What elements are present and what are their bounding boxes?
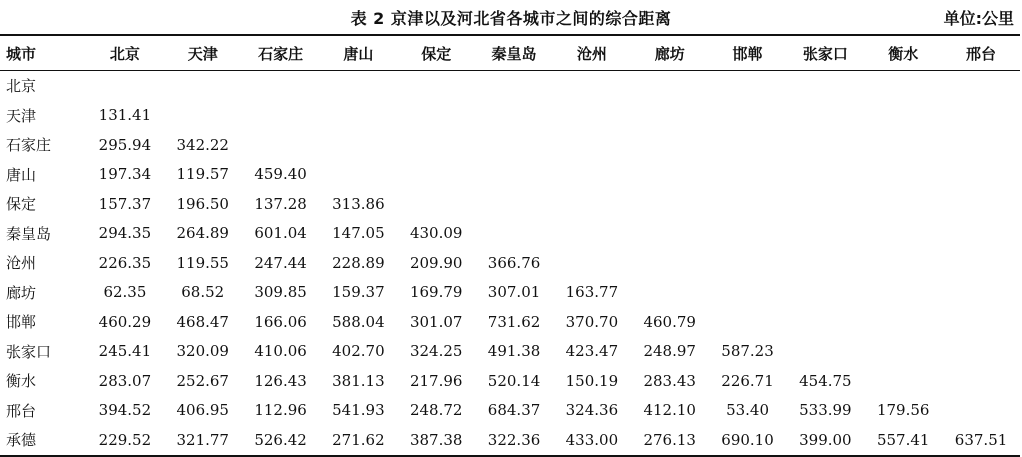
distance-cell xyxy=(709,160,787,190)
distance-cell xyxy=(319,101,397,131)
distance-cell: 301.07 xyxy=(409,312,463,331)
table-row xyxy=(0,101,1020,131)
table-row xyxy=(0,71,1020,101)
distance-cell: 252.67 xyxy=(176,371,229,390)
distance-cell xyxy=(942,160,1020,190)
distance-cell: 163.77 xyxy=(565,283,619,302)
distance-cell: 557.41 xyxy=(876,430,930,449)
distance-cell xyxy=(864,130,942,160)
distance-cell xyxy=(942,307,1020,337)
distance-cell: 283.07 xyxy=(98,371,152,390)
distance-cell: 454.75 xyxy=(799,371,852,390)
distance-cell xyxy=(631,71,709,101)
row-header-city: 北京 xyxy=(6,77,37,96)
distance-cell xyxy=(864,189,942,219)
distance-cell xyxy=(709,307,787,337)
distance-cell: 62.35 xyxy=(103,283,147,302)
distance-cell xyxy=(397,101,475,131)
distance-cell: 526.42 xyxy=(254,430,307,449)
distance-cell: 228.89 xyxy=(332,253,385,272)
distance-cell xyxy=(864,101,942,131)
distance-cell xyxy=(631,278,709,308)
row-header-city: 邢台 xyxy=(6,401,37,420)
table-header-row xyxy=(0,35,1020,71)
distance-cell: 294.35 xyxy=(98,224,152,243)
column-header: 保定 xyxy=(421,44,452,63)
distance-cell: 491.38 xyxy=(487,342,541,361)
distance-cell xyxy=(553,189,631,219)
distance-cell: 150.19 xyxy=(565,371,619,390)
distance-cell xyxy=(786,160,864,190)
distance-cell xyxy=(631,130,709,160)
column-header: 北京 xyxy=(109,44,140,63)
distance-cell xyxy=(242,101,320,131)
distance-cell xyxy=(86,71,164,101)
distance-cell: 196.50 xyxy=(176,194,229,213)
distance-cell: 601.04 xyxy=(254,224,307,243)
column-header: 沧州 xyxy=(576,44,607,63)
distance-cell: 406.95 xyxy=(176,401,229,420)
distance-cell: 283.43 xyxy=(643,371,696,390)
distance-cell xyxy=(942,278,1020,308)
distance-cell xyxy=(709,278,787,308)
table-body xyxy=(0,71,1020,456)
distance-cell xyxy=(553,248,631,278)
distance-cell: 126.43 xyxy=(254,371,307,390)
distance-cell: 410.06 xyxy=(254,342,307,361)
column-header: 张家口 xyxy=(802,44,848,63)
distance-cell xyxy=(397,71,475,101)
distance-cell: 460.29 xyxy=(98,312,152,331)
distance-cell: 394.52 xyxy=(98,401,152,420)
distance-cell: 322.36 xyxy=(487,430,541,449)
table-row xyxy=(0,278,1020,308)
table-row xyxy=(0,219,1020,249)
distance-cell xyxy=(553,219,631,249)
distance-cell: 68.52 xyxy=(181,283,225,302)
row-header-city: 张家口 xyxy=(6,342,52,361)
distance-cell: 119.57 xyxy=(176,165,229,184)
distance-cell: 430.09 xyxy=(409,224,463,243)
distance-cell xyxy=(709,101,787,131)
column-header: 邢台 xyxy=(966,44,997,63)
distance-cell: 179.56 xyxy=(876,401,930,420)
distance-cell xyxy=(942,337,1020,367)
row-header-city: 秦皇岛 xyxy=(6,224,52,243)
distance-cell: 229.52 xyxy=(98,430,152,449)
distance-cell: 387.38 xyxy=(409,430,463,449)
distance-cell: 295.94 xyxy=(98,135,152,154)
distance-cell xyxy=(553,160,631,190)
unit-label: 单位:公里 xyxy=(943,9,1014,28)
distance-cell: 197.34 xyxy=(98,165,152,184)
table-row xyxy=(0,396,1020,426)
distance-cell xyxy=(864,71,942,101)
distance-cell xyxy=(864,337,942,367)
distance-cell: 587.23 xyxy=(721,342,774,361)
column-header: 廊坊 xyxy=(654,44,685,63)
distance-cell: 366.76 xyxy=(487,253,541,272)
distance-cell: 320.09 xyxy=(176,342,229,361)
distance-cell: 412.10 xyxy=(643,401,696,420)
distance-cell: 381.13 xyxy=(332,371,385,390)
distance-cell xyxy=(631,189,709,219)
distance-cell: 248.97 xyxy=(643,342,696,361)
distance-cell xyxy=(397,130,475,160)
table-row xyxy=(0,337,1020,367)
distance-cell xyxy=(786,337,864,367)
distance-cell xyxy=(864,278,942,308)
distance-cell xyxy=(709,71,787,101)
distance-cell: 324.36 xyxy=(565,401,619,420)
distance-cell xyxy=(786,189,864,219)
distance-cell: 276.13 xyxy=(643,430,696,449)
distance-cell xyxy=(709,219,787,249)
distance-cell xyxy=(709,248,787,278)
distance-cell xyxy=(786,219,864,249)
distance-cell: 271.62 xyxy=(332,430,385,449)
distance-cell: 159.37 xyxy=(332,283,385,302)
distance-cell xyxy=(786,278,864,308)
distance-cell: 313.86 xyxy=(332,194,385,213)
distance-cell xyxy=(553,130,631,160)
distance-cell: 307.01 xyxy=(487,283,541,302)
distance-cell xyxy=(786,101,864,131)
table-row xyxy=(0,366,1020,396)
distance-cell: 247.44 xyxy=(254,253,307,272)
distance-cell: 166.06 xyxy=(254,312,307,331)
distance-cell: 684.37 xyxy=(487,401,541,420)
row-header-city: 保定 xyxy=(6,195,37,214)
distance-cell xyxy=(242,71,320,101)
distance-cell: 324.25 xyxy=(409,342,463,361)
row-header-city: 沧州 xyxy=(6,254,37,273)
distance-cell xyxy=(786,307,864,337)
distance-cell xyxy=(631,101,709,131)
table-row xyxy=(0,160,1020,190)
distance-cell xyxy=(942,366,1020,396)
distance-cell: 147.05 xyxy=(332,224,385,243)
distance-cell: 731.62 xyxy=(487,312,541,331)
row-header-city: 唐山 xyxy=(6,165,37,184)
distance-cell: 217.96 xyxy=(409,371,463,390)
distance-cell: 402.70 xyxy=(332,342,385,361)
distance-cell: 157.37 xyxy=(98,194,152,213)
distance-cell: 112.96 xyxy=(254,401,307,420)
distance-cell: 370.70 xyxy=(565,312,619,331)
distance-cell xyxy=(709,189,787,219)
row-header-city: 衡水 xyxy=(6,372,37,391)
distance-cell: 226.71 xyxy=(721,371,774,390)
distance-cell xyxy=(397,189,475,219)
distance-cell xyxy=(319,130,397,160)
distance-cell xyxy=(864,160,942,190)
distance-cell: 468.47 xyxy=(176,312,229,331)
table-row xyxy=(0,130,1020,160)
distance-cell: 226.35 xyxy=(98,253,152,272)
distance-cell xyxy=(475,189,553,219)
distance-cell xyxy=(942,71,1020,101)
distance-cell: 399.00 xyxy=(799,430,852,449)
table-row xyxy=(0,248,1020,278)
distance-cell xyxy=(475,71,553,101)
distance-cell xyxy=(786,248,864,278)
distance-cell xyxy=(709,130,787,160)
distance-cell xyxy=(319,160,397,190)
column-header: 天津 xyxy=(187,44,218,63)
table-row xyxy=(0,425,1020,456)
table-title: 表 2 京津以及河北省各城市之间的综合距离 xyxy=(350,9,672,28)
column-header-city: 城市 xyxy=(6,44,37,63)
distance-cell xyxy=(786,130,864,160)
distance-cell xyxy=(164,101,242,131)
distance-cell: 637.51 xyxy=(954,430,1008,449)
distance-cell xyxy=(942,130,1020,160)
distance-cell xyxy=(475,130,553,160)
distance-cell xyxy=(553,101,631,131)
column-header: 石家庄 xyxy=(258,44,304,63)
distance-cell xyxy=(319,71,397,101)
distance-cell: 131.41 xyxy=(98,106,152,125)
distance-cell: 53.40 xyxy=(726,401,770,420)
row-header-city: 石家庄 xyxy=(6,136,52,155)
distance-cell: 460.79 xyxy=(643,312,696,331)
distance-cell xyxy=(475,101,553,131)
distance-cell xyxy=(864,366,942,396)
row-header-city: 邯郸 xyxy=(6,313,37,332)
distance-cell: 541.93 xyxy=(332,401,385,420)
column-header: 衡水 xyxy=(888,44,919,63)
distance-cell: 533.99 xyxy=(799,401,852,420)
distance-cell: 588.04 xyxy=(332,312,385,331)
distance-cell: 423.47 xyxy=(565,342,619,361)
distance-cell: 264.89 xyxy=(176,224,229,243)
distance-cell xyxy=(475,160,553,190)
distance-cell xyxy=(631,160,709,190)
table-row xyxy=(0,307,1020,337)
row-header-city: 廊坊 xyxy=(6,283,37,302)
distance-cell xyxy=(475,219,553,249)
distance-cell xyxy=(942,189,1020,219)
distance-cell xyxy=(553,71,631,101)
table-row xyxy=(0,189,1020,219)
distance-cell xyxy=(864,307,942,337)
distance-cell xyxy=(164,71,242,101)
distance-table xyxy=(0,34,1020,457)
distance-cell: 248.72 xyxy=(409,401,463,420)
column-header: 秦皇岛 xyxy=(491,44,537,63)
distance-cell: 342.22 xyxy=(176,135,229,154)
distance-cell xyxy=(631,248,709,278)
distance-cell: 137.28 xyxy=(254,194,307,213)
distance-cell: 209.90 xyxy=(409,253,463,272)
distance-cell xyxy=(864,248,942,278)
distance-cell: 119.55 xyxy=(176,253,229,272)
column-header: 唐山 xyxy=(343,44,374,63)
distance-cell xyxy=(397,160,475,190)
distance-cell: 169.79 xyxy=(409,283,463,302)
row-header-city: 天津 xyxy=(6,106,37,125)
column-header: 邯郸 xyxy=(732,44,763,63)
distance-cell xyxy=(786,71,864,101)
row-header-city: 承德 xyxy=(6,431,37,450)
distance-cell xyxy=(942,396,1020,426)
distance-cell xyxy=(242,130,320,160)
distance-cell xyxy=(942,219,1020,249)
distance-cell xyxy=(631,219,709,249)
distance-cell: 690.10 xyxy=(721,430,774,449)
distance-cell xyxy=(942,248,1020,278)
distance-cell: 309.85 xyxy=(254,283,307,302)
distance-cell: 433.00 xyxy=(565,430,619,449)
distance-cell xyxy=(942,101,1020,131)
distance-cell xyxy=(864,219,942,249)
distance-cell: 459.40 xyxy=(254,165,307,184)
distance-cell: 520.14 xyxy=(487,371,541,390)
distance-cell: 245.41 xyxy=(98,342,152,361)
distance-cell: 321.77 xyxy=(176,430,229,449)
